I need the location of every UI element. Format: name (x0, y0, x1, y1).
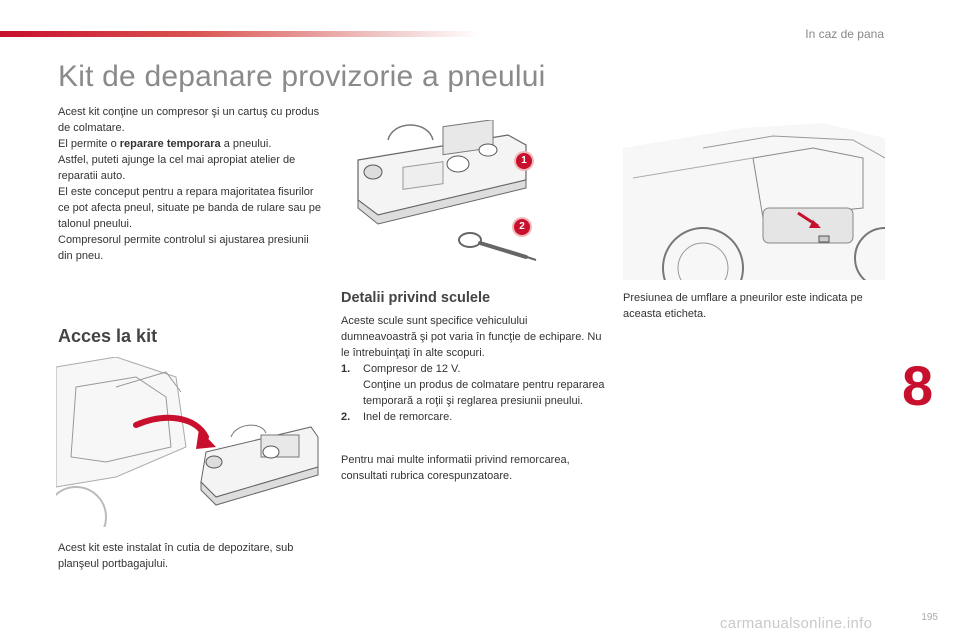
callout-badge-1: 1 (516, 153, 532, 169)
intro-text (58, 104, 323, 264)
page-title: Kit de depanare provizorie a pneului (58, 60, 546, 93)
trunk-access-illustration (56, 357, 320, 527)
acces-caption: Acest kit este instalat în cutia de depozitare, sub planşeul portbagajului. (58, 542, 294, 570)
intro-bold: reparare temporara (119, 138, 221, 150)
callout-badge-2: 2 (514, 219, 530, 235)
intro-line: El permite o reparare temporara a pneului. (58, 138, 272, 150)
repair-kit-illustration (348, 120, 543, 270)
acces-heading: Acces la kit (58, 326, 158, 346)
intro-line: Astfel, puteti ajunge la cel mai apropiat atelier de reparatii auto. (58, 154, 296, 182)
section-title: In caz de pana (805, 27, 884, 41)
pressure-note: Presiunea de umflare a pneurilor este indicata pe aceasta eticheta. (623, 292, 863, 320)
details-text: Aceste scule sunt specifice vehiculului dumneavoastră şi pot varia în funcţie de echipare. Nu le întrebuinţaţi în alte scopuri. 1. Compresor de 12 V. Conţine un produs de colmatare pentru repararea temporară a roţii şi reglarea presiunii pneului. 2. Inel de remorcare. (341, 315, 605, 423)
list-item: 1. Compresor de 12 V. Conţine un produs de colmatare pentru repararea temporară a roţii şi reglarea presiunii pneului. (341, 363, 605, 407)
intro-line: Acest kit conţine un compresor şi un cartuş cu produs de colmatare. (58, 106, 320, 134)
car-side-illustration (623, 118, 885, 280)
page-number: 195 (921, 612, 938, 623)
chapter-number: 8 (902, 354, 934, 417)
tool-list (341, 361, 606, 425)
intro-line: Compresorul permite controlul si ajustarea presiunii din pneu. (58, 234, 309, 262)
watermark-text: carmanualsonline.info (720, 615, 873, 632)
header-accent-bar (0, 31, 480, 37)
intro-line: El este conceput pentru a repara majoritatea fisurilor ce pot afecta pneul, situate pe banda de rulare sau pe talonul pneului. (58, 186, 321, 230)
details-heading: Detalii privind sculele (341, 290, 491, 306)
more-info: Pentru mai multe informatii privind remorcarea, consultati rubrica corespunzatoare. (341, 454, 570, 482)
list-item: 2. Inel de remorcare. (341, 411, 453, 423)
